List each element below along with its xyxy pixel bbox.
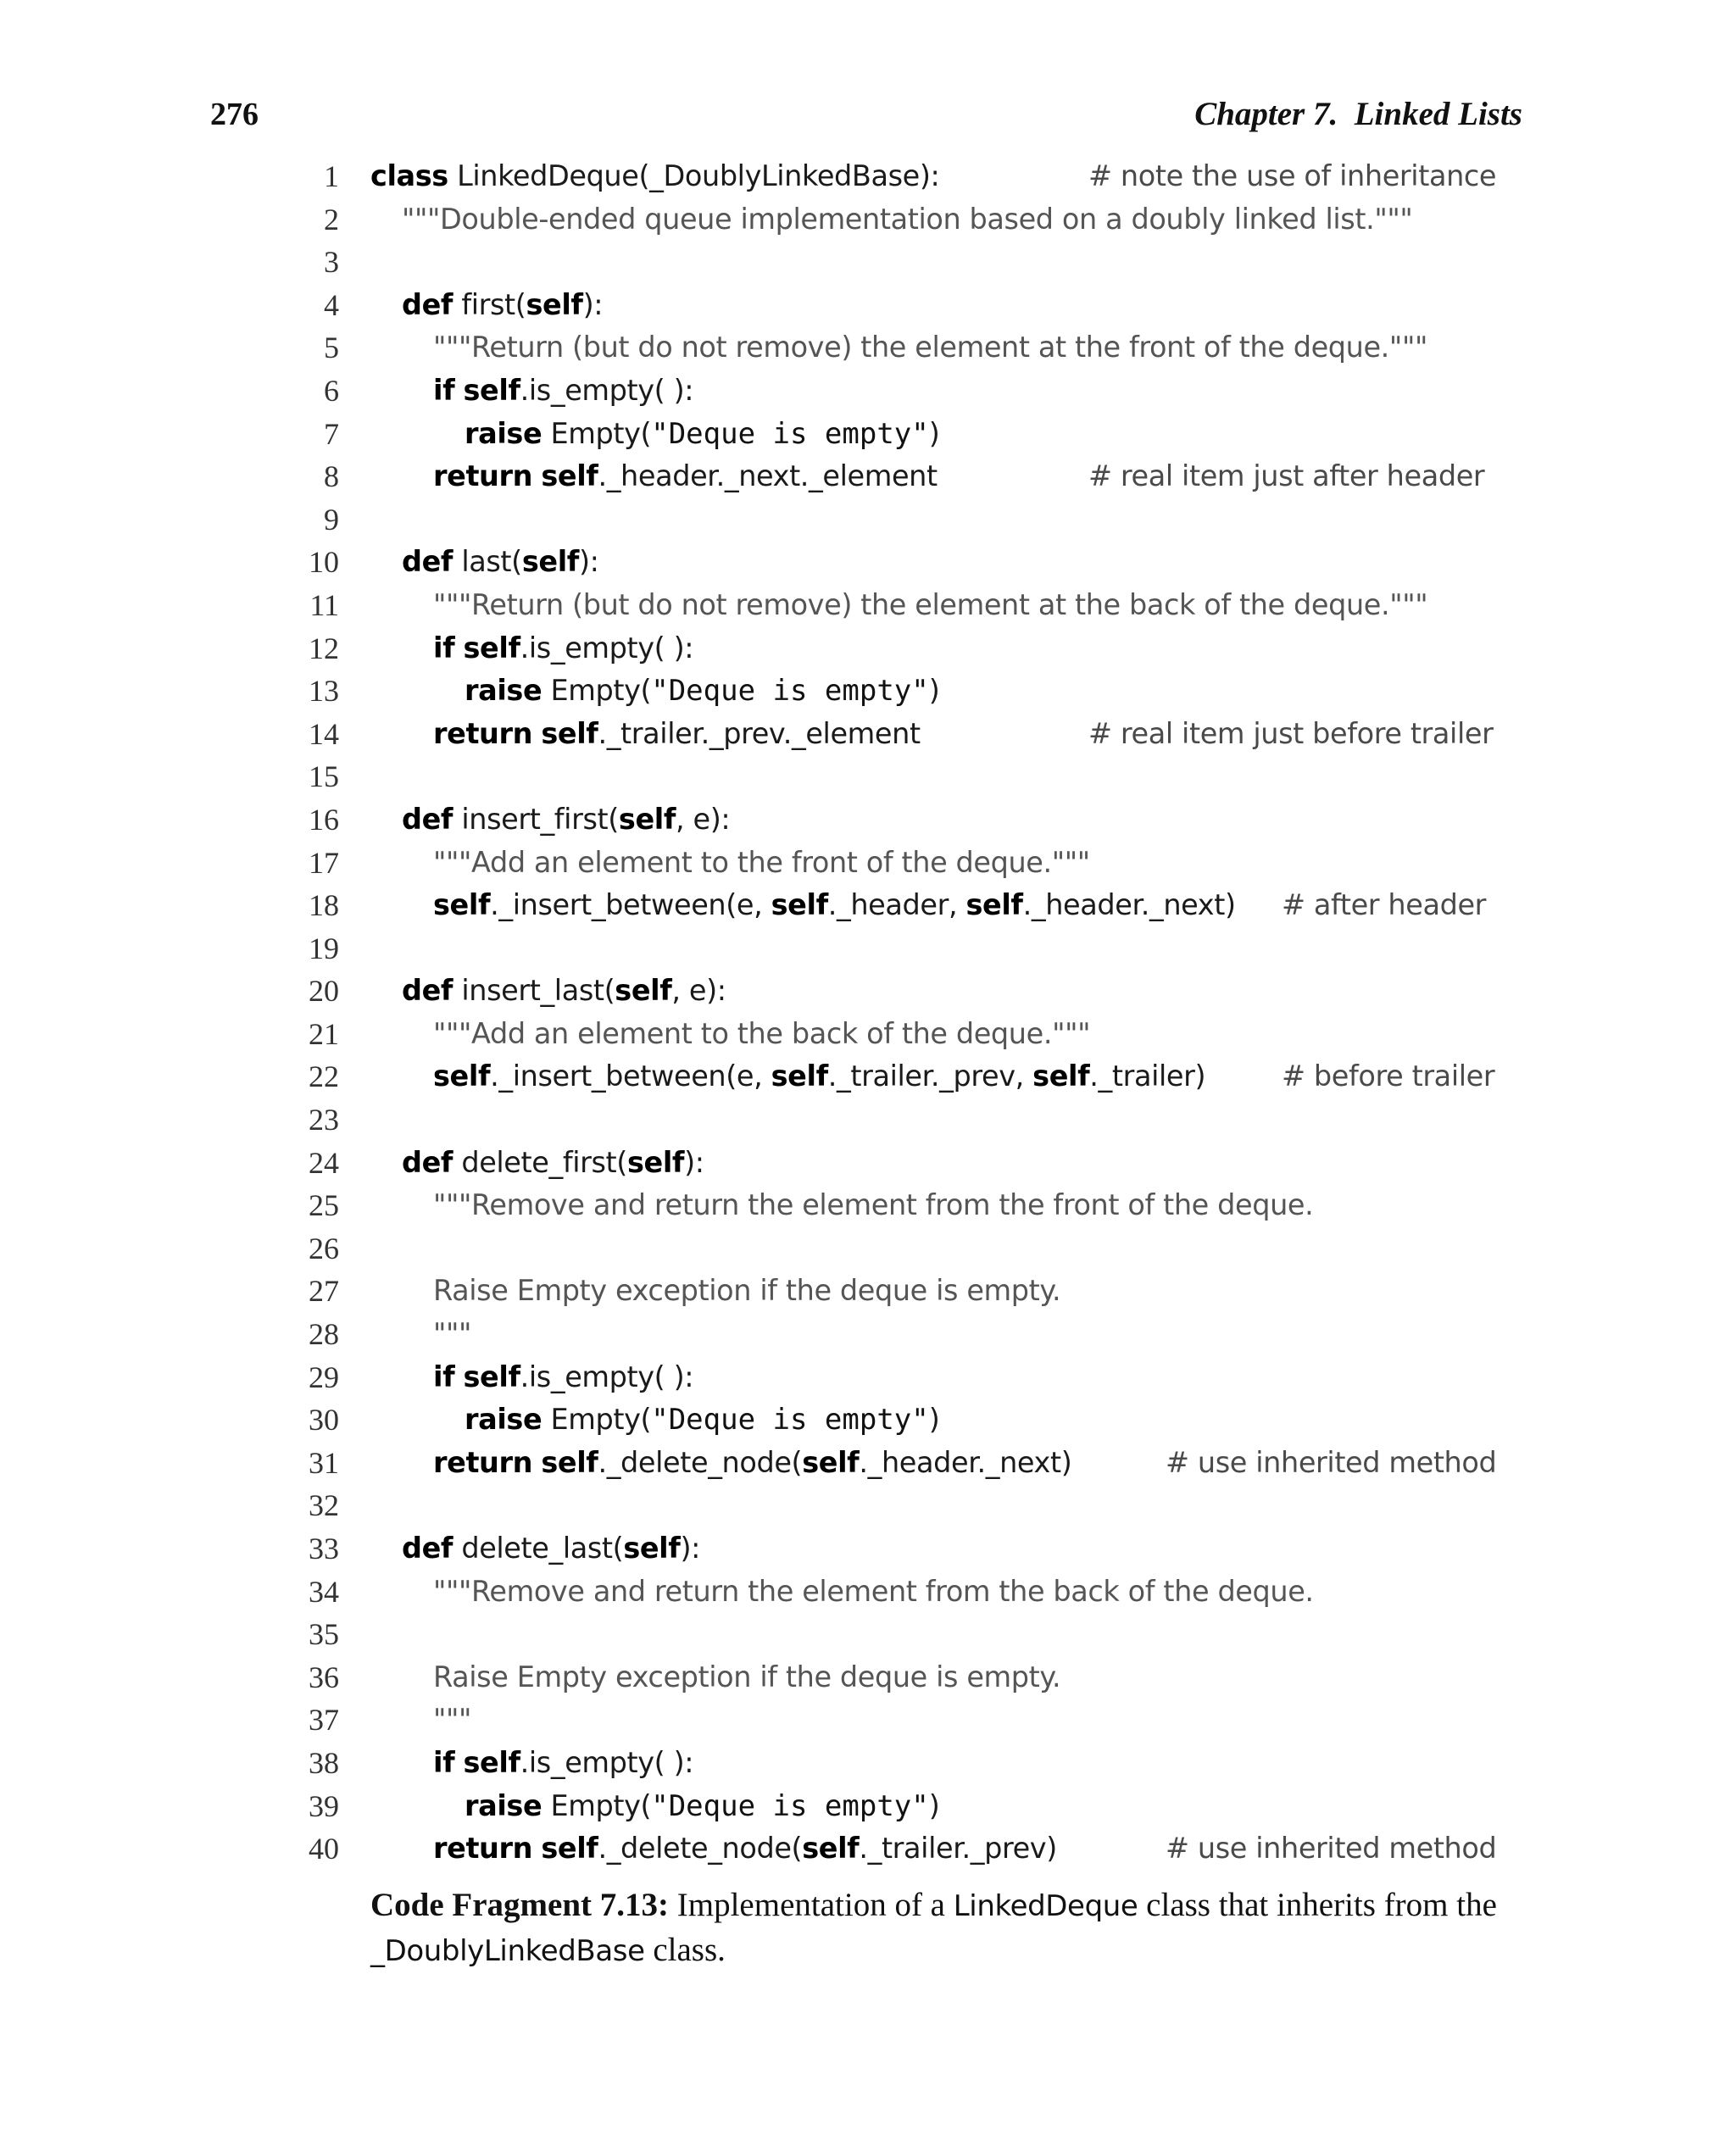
code-token: ._header, xyxy=(827,888,966,922)
code-keyword: self xyxy=(541,716,598,750)
code-keyword: if xyxy=(433,1360,455,1393)
code-line xyxy=(0,713,1736,756)
line-number: 26 xyxy=(309,1231,339,1265)
line-number: 3 xyxy=(324,245,339,280)
caption-text: class that inherits from the xyxy=(1138,1887,1497,1923)
code-token: , e): xyxy=(671,974,726,1008)
code-text xyxy=(433,1270,1060,1313)
code-text xyxy=(433,842,1090,885)
code-line xyxy=(0,1356,1736,1399)
code-line xyxy=(0,284,1736,327)
code-text xyxy=(433,1656,1060,1699)
code-comment: # use inherited method xyxy=(1166,1832,1497,1866)
line-number: 15 xyxy=(309,759,339,794)
running-head: Chapter 7. Linked Lists xyxy=(1194,96,1522,132)
code-keyword: self xyxy=(521,545,579,579)
code-text xyxy=(465,1399,939,1442)
code-line xyxy=(0,241,1736,284)
line-number: 33 xyxy=(309,1532,339,1565)
code-string: "Deque is empty" xyxy=(651,674,929,709)
code-caption xyxy=(370,1883,1523,1973)
code-line xyxy=(0,498,1736,542)
line-number: 37 xyxy=(309,1703,339,1738)
page-number: 276 xyxy=(210,97,259,132)
code-token: ._trailer._prev) xyxy=(859,1832,1057,1866)
code-text xyxy=(433,1055,1205,1098)
code-text xyxy=(402,284,603,327)
code-token: .is_empty( ): xyxy=(520,373,694,407)
line-number: 34 xyxy=(309,1574,339,1609)
code-docstring: """Add an element to the back of the deque.""" xyxy=(433,1016,1091,1050)
code-keyword: if xyxy=(433,373,455,407)
code-text xyxy=(433,1356,693,1399)
code-token xyxy=(454,1360,463,1393)
code-token xyxy=(532,1446,541,1479)
code-keyword: def xyxy=(402,974,453,1008)
line-number: 18 xyxy=(309,888,339,923)
code-comment: # note the use of inheritance xyxy=(1088,159,1497,192)
code-text xyxy=(433,713,921,756)
code-line xyxy=(0,627,1736,670)
code-keyword: raise xyxy=(465,1403,542,1437)
code-keyword: def xyxy=(402,287,453,321)
code-keyword: def xyxy=(402,802,453,836)
code-keyword: self xyxy=(615,974,672,1008)
line-number: 30 xyxy=(309,1403,339,1438)
line-number: 17 xyxy=(309,845,339,880)
code-line xyxy=(0,1571,1736,1614)
line-number: 16 xyxy=(309,802,339,837)
code-line xyxy=(0,1399,1736,1442)
line-number: 22 xyxy=(309,1059,339,1094)
line-number: 7 xyxy=(324,416,339,451)
code-text xyxy=(433,1571,1314,1614)
code-token: , e): xyxy=(676,802,731,836)
code-line xyxy=(0,884,1736,927)
code-token: ): xyxy=(582,287,604,321)
code-keyword: self xyxy=(802,1445,860,1479)
line-number: 20 xyxy=(309,974,339,1009)
code-token: ._trailer._prev._element xyxy=(598,716,921,750)
code-token: ) xyxy=(928,1403,940,1437)
code-line xyxy=(0,370,1736,413)
code-docstring: """Remove and return the element from the back of the deque. xyxy=(433,1574,1314,1608)
code-text xyxy=(433,627,693,670)
code-docstring: """Add an element to the front of the deque.""" xyxy=(433,845,1090,879)
code-token: Empty( xyxy=(542,674,652,708)
code-line xyxy=(0,1656,1736,1699)
code-keyword: if xyxy=(433,1745,455,1779)
code-token: ._delete_node( xyxy=(598,1445,803,1479)
code-text xyxy=(370,155,939,198)
code-comment: # real item just after header xyxy=(1088,459,1485,493)
code-line xyxy=(0,1827,1736,1871)
code-text xyxy=(433,455,938,498)
code-keyword: self xyxy=(623,1532,681,1565)
code-text xyxy=(465,1785,939,1828)
code-docstring: """ xyxy=(433,1703,472,1737)
code-line xyxy=(0,413,1736,456)
code-comment: # after header xyxy=(1282,888,1487,922)
code-comment: # real item just before trailer xyxy=(1088,716,1494,750)
line-number: 5 xyxy=(324,331,339,365)
code-text xyxy=(433,884,1236,927)
code-token: ._header._next) xyxy=(1022,888,1236,922)
code-token xyxy=(454,374,463,407)
code-text xyxy=(433,1742,693,1785)
line-number: 25 xyxy=(309,1188,339,1223)
code-text xyxy=(433,1184,1313,1227)
line-number: 12 xyxy=(309,631,339,665)
code-line xyxy=(0,970,1736,1013)
code-string: "Deque is empty" xyxy=(651,416,929,451)
code-keyword: return xyxy=(433,1445,533,1479)
code-line xyxy=(0,842,1736,885)
code-token: last( xyxy=(453,545,522,579)
code-text xyxy=(465,413,939,456)
code-keyword: self xyxy=(526,287,583,321)
code-text xyxy=(402,541,599,584)
code-keyword: if xyxy=(433,631,455,665)
code-keyword: return xyxy=(433,459,533,493)
code-token: .is_empty( ): xyxy=(520,1745,694,1779)
code-line xyxy=(0,155,1736,198)
code-string: "Deque is empty" xyxy=(651,1788,929,1823)
line-number: 29 xyxy=(309,1360,339,1394)
line-number: 10 xyxy=(309,545,339,580)
code-token: ): xyxy=(680,1532,700,1565)
code-text xyxy=(433,326,1427,370)
code-token: ._header._next) xyxy=(859,1445,1072,1479)
code-keyword: class xyxy=(370,159,448,192)
line-number: 2 xyxy=(324,202,339,236)
code-keyword: self xyxy=(1032,1059,1090,1093)
line-number: 24 xyxy=(309,1145,339,1180)
code-token xyxy=(454,1746,463,1779)
code-keyword: self xyxy=(802,1832,860,1866)
code-token: insert_last( xyxy=(453,974,615,1008)
line-number: 13 xyxy=(309,674,339,709)
code-line xyxy=(0,1098,1736,1142)
code-docstring: """Return (but do not remove) the element at the front of the deque.""" xyxy=(433,331,1427,364)
code-docstring: Raise Empty exception if the deque is empty. xyxy=(433,1274,1061,1308)
code-keyword: self xyxy=(541,459,598,493)
code-keyword: raise xyxy=(465,1788,542,1822)
code-token: Empty( xyxy=(542,1403,652,1437)
code-docstring: """ xyxy=(433,1317,472,1351)
code-docstring: """Double-ended queue implementation based on a doubly linked list.""" xyxy=(402,202,1413,236)
code-keyword: self xyxy=(771,888,828,922)
code-token: delete_last( xyxy=(453,1532,624,1565)
code-comment: # before trailer xyxy=(1282,1059,1495,1093)
code-text xyxy=(433,1699,471,1742)
code-docstring: Raise Empty exception if the deque is empty. xyxy=(433,1660,1061,1693)
code-token: ._insert_between(e, xyxy=(490,888,771,922)
code-line xyxy=(0,670,1736,713)
code-keyword: def xyxy=(402,1532,453,1565)
code-docstring: """Return (but do not remove) the element at the back of the deque.""" xyxy=(433,587,1428,621)
code-comment: # use inherited method xyxy=(1166,1445,1497,1479)
code-keyword: return xyxy=(433,1832,533,1866)
code-token: delete_first( xyxy=(453,1145,627,1179)
code-token xyxy=(454,631,463,665)
code-keyword: self xyxy=(541,1445,598,1479)
code-keyword: self xyxy=(433,1059,491,1093)
line-number: 36 xyxy=(309,1660,339,1694)
code-line xyxy=(0,1785,1736,1828)
line-number: 40 xyxy=(309,1832,339,1866)
code-line xyxy=(0,326,1736,370)
code-listing xyxy=(0,155,1736,1871)
code-docstring: """Remove and return the element from the front of the deque. xyxy=(433,1188,1314,1222)
code-text xyxy=(433,584,1427,627)
code-keyword: def xyxy=(402,1145,453,1179)
line-number: 11 xyxy=(309,587,339,622)
code-token xyxy=(532,459,541,492)
code-line xyxy=(0,1742,1736,1785)
code-text xyxy=(433,1442,1071,1485)
code-line xyxy=(0,1142,1736,1185)
code-keyword: self xyxy=(541,1832,598,1866)
code-text xyxy=(433,1827,1057,1871)
code-token: .is_empty( ): xyxy=(520,1360,694,1393)
line-number: 4 xyxy=(324,287,339,322)
code-line xyxy=(0,1270,1736,1313)
code-keyword: raise xyxy=(465,416,542,450)
code-line xyxy=(0,1484,1736,1527)
code-keyword: self xyxy=(463,631,520,665)
caption-base-name: _DoublyLinkedBase xyxy=(370,1934,645,1968)
code-keyword: self xyxy=(463,1745,520,1779)
code-line xyxy=(0,1227,1736,1271)
code-line xyxy=(0,1184,1736,1227)
line-number: 23 xyxy=(309,1103,339,1137)
code-line xyxy=(0,541,1736,584)
code-keyword: self xyxy=(433,888,491,922)
code-token: ._delete_node( xyxy=(598,1832,803,1866)
code-keyword: self xyxy=(965,888,1023,922)
line-number: 1 xyxy=(324,159,339,193)
line-number: 28 xyxy=(309,1317,339,1352)
code-token: ): xyxy=(684,1145,704,1179)
code-token: ._insert_between(e, xyxy=(490,1059,771,1093)
code-keyword: self xyxy=(463,1360,520,1393)
code-keyword: self xyxy=(771,1059,828,1093)
code-line xyxy=(0,1613,1736,1656)
code-text xyxy=(402,798,730,842)
code-line xyxy=(0,1313,1736,1356)
code-token xyxy=(532,717,541,750)
code-token: LinkedDeque(_DoublyLinkedBase): xyxy=(448,159,940,192)
code-line xyxy=(0,1013,1736,1056)
code-keyword: return xyxy=(433,716,533,750)
code-keyword: self xyxy=(463,373,520,407)
code-line xyxy=(0,1527,1736,1571)
code-text xyxy=(402,198,1412,242)
line-number: 39 xyxy=(309,1788,339,1823)
code-line xyxy=(0,755,1736,798)
code-text xyxy=(402,1142,704,1185)
code-text xyxy=(402,1527,700,1571)
code-keyword: self xyxy=(626,1145,685,1179)
code-token: ) xyxy=(928,674,940,708)
code-token: ) xyxy=(928,416,940,450)
line-number: 35 xyxy=(309,1617,339,1652)
code-keyword: self xyxy=(618,802,676,836)
code-text xyxy=(402,970,726,1013)
line-number: 32 xyxy=(309,1488,339,1523)
line-number: 9 xyxy=(324,502,339,537)
code-token: .is_empty( ): xyxy=(520,631,694,665)
caption-label: Code Fragment 7.13: xyxy=(370,1887,670,1923)
code-token: ._trailer._prev, xyxy=(827,1059,1033,1093)
code-line xyxy=(0,798,1736,842)
code-token: insert_first( xyxy=(453,802,619,836)
code-text xyxy=(433,1013,1090,1056)
code-token: ._trailer) xyxy=(1089,1059,1206,1093)
code-text xyxy=(433,1313,471,1356)
line-number: 6 xyxy=(324,373,339,408)
code-token: ) xyxy=(928,1788,940,1822)
code-keyword: raise xyxy=(465,674,542,708)
code-token: first( xyxy=(453,287,526,321)
code-line xyxy=(0,1699,1736,1742)
line-number: 21 xyxy=(309,1016,339,1051)
line-number: 38 xyxy=(309,1745,339,1780)
code-string: "Deque is empty" xyxy=(651,1403,929,1438)
code-token: ._header._next._element xyxy=(598,459,938,493)
code-line xyxy=(0,198,1736,242)
line-number: 31 xyxy=(309,1445,339,1480)
code-token: Empty( xyxy=(542,1788,652,1822)
caption-text: class. xyxy=(644,1932,726,1968)
code-token: Empty( xyxy=(542,416,652,450)
line-number: 27 xyxy=(309,1274,339,1309)
code-line xyxy=(0,455,1736,498)
code-line xyxy=(0,584,1736,627)
code-text xyxy=(465,670,939,713)
caption-class-name: LinkedDeque xyxy=(953,1889,1138,1923)
code-keyword: def xyxy=(402,545,453,579)
line-number: 19 xyxy=(309,931,339,965)
line-number: 8 xyxy=(324,459,339,494)
code-text xyxy=(433,370,693,413)
code-line xyxy=(0,1442,1736,1485)
caption-text: Implementation of a xyxy=(669,1887,954,1923)
code-token xyxy=(532,1832,541,1865)
line-number: 14 xyxy=(309,716,339,751)
code-line xyxy=(0,1055,1736,1098)
code-token: ): xyxy=(578,545,599,579)
code-line xyxy=(0,927,1736,970)
